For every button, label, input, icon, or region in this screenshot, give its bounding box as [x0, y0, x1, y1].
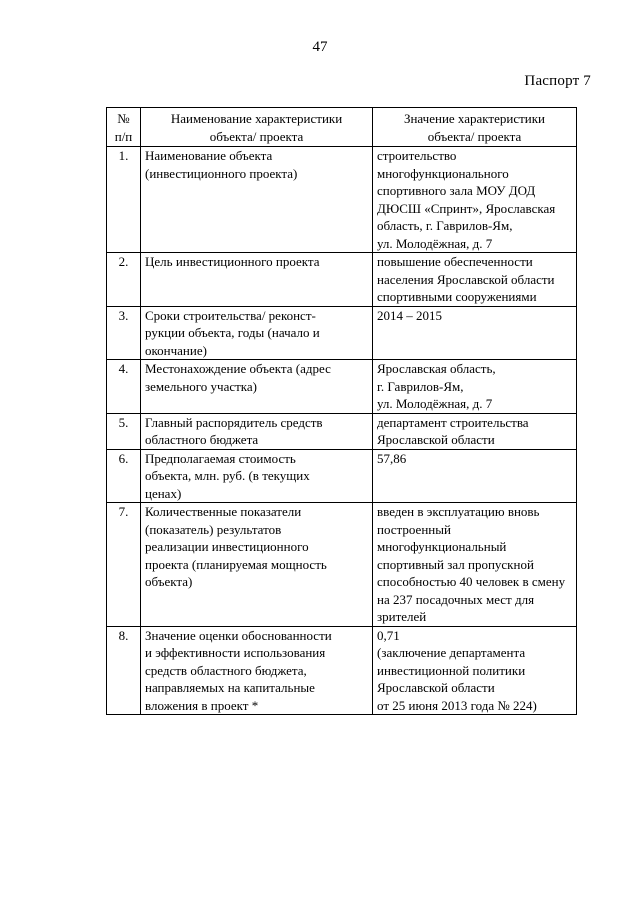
document-label: Паспорт 7	[524, 73, 591, 89]
table-header-row	[107, 108, 577, 147]
passport-table	[106, 107, 577, 715]
table-row	[107, 626, 577, 715]
table-row	[107, 503, 577, 627]
row-characteristic-value: строительство многофункционального спортивного зала МОУ ДОД ДЮСШ «Спринт», Ярославская область, г. Гаврилов-Ям, ул. Молодёжная, д. 7	[373, 147, 577, 253]
table-row	[107, 360, 577, 414]
row-characteristic-value: департамент строительства Ярославской области	[373, 413, 577, 449]
row-characteristic-value: Ярославская область, г. Гаврилов-Ям, ул. Молодёжная, д. 7	[373, 360, 577, 414]
row-characteristic-value: 0,71 (заключение департамента инвестиционной политики Ярославской области от 25 июня 2013 года № 224)	[373, 626, 577, 715]
row-number: 6.	[107, 449, 141, 503]
table-row	[107, 147, 577, 253]
row-characteristic-name: Главный распорядитель средств областного бюджета	[141, 413, 373, 449]
row-number: 3.	[107, 306, 141, 360]
row-characteristic-value: повышение обеспеченности населения Ярославской области спортивными сооружениями	[373, 253, 577, 307]
row-characteristic-name: Значение оценки обоснованности и эффективности использования средств областного бюджета, направляемых на капитальные вложения в проект *	[141, 626, 373, 715]
row-characteristic-value: 2014 – 2015	[373, 306, 577, 360]
page-number: 47	[312, 39, 328, 55]
row-characteristic-value: введен в эксплуатацию вновь построенный многофункциональный спортивный зал пропускной способностью 40 человек в смену на 237 посадочных мест для зрителей	[373, 503, 577, 627]
row-characteristic-name: Местонахождение объекта (адрес земельного участка)	[141, 360, 373, 414]
row-number: 4.	[107, 360, 141, 414]
table-row	[107, 449, 577, 503]
row-characteristic-name: Предполагаемая стоимость объекта, млн. руб. (в текущих ценах)	[141, 449, 373, 503]
row-number: 1.	[107, 147, 141, 253]
row-characteristic-name: Количественные показатели (показатель) результатов реализации инвестиционного проекта (планируемая мощность объекта)	[141, 503, 373, 627]
row-number: 7.	[107, 503, 141, 627]
row-characteristic-value: 57,86	[373, 449, 577, 503]
row-characteristic-name: Наименование объекта (инвестиционного проекта)	[141, 147, 373, 253]
table-row	[107, 253, 577, 307]
table-row	[107, 413, 577, 449]
header-characteristic-value: Значение характеристики объекта/ проекта	[373, 108, 577, 147]
row-characteristic-name: Сроки строительства/ реконст- рукции объекта, годы (начало и окончание)	[141, 306, 373, 360]
row-number: 2.	[107, 253, 141, 307]
row-characteristic-name: Цель инвестиционного проекта	[141, 253, 373, 307]
row-number: 8.	[107, 626, 141, 715]
header-characteristic-name: Наименование характеристики объекта/ проекта	[141, 108, 373, 147]
header-number: № п/п	[107, 108, 141, 147]
row-number: 5.	[107, 413, 141, 449]
table-row	[107, 306, 577, 360]
